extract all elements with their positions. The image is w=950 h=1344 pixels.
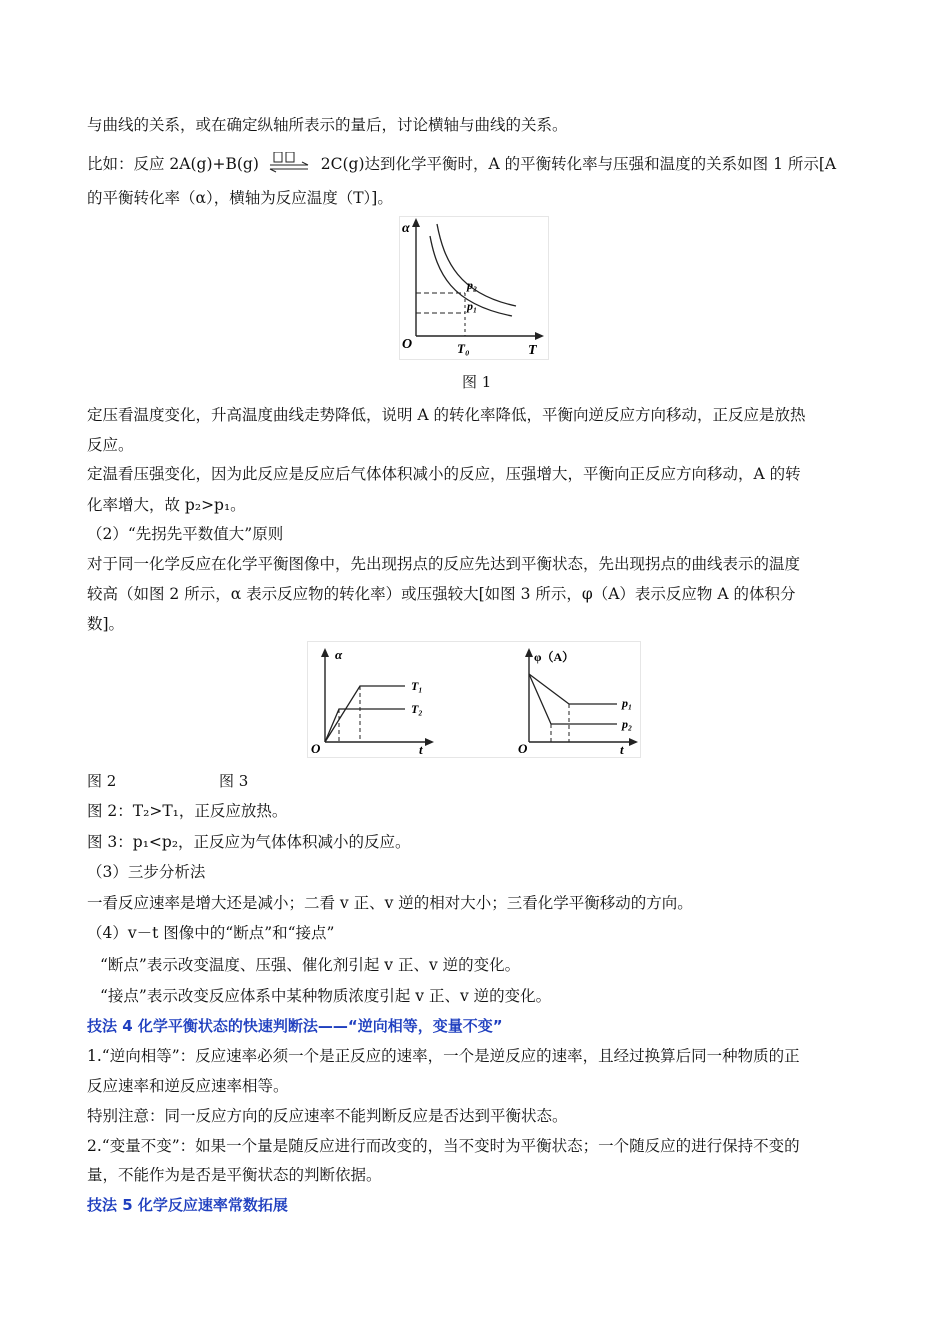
text-line: 图 2：T₂>T₁，正反应放热。 (87, 802, 288, 820)
figure-2-caption: 图 2 (87, 772, 117, 790)
text-line: 一看反应速率是增大还是减小；二看 v 正、v 逆的相对大小；三看化学平衡移动的方向。 (87, 894, 693, 912)
y-axis-arrow-icon (412, 218, 420, 227)
x-axis-arrow-icon (629, 738, 638, 746)
section-4-title: （4）v－t 图像中的“断点”和“接点” (87, 924, 335, 942)
text-line: 与曲线的关系，或在确定纵轴所表示的量后，讨论横轴与曲线的关系。 (87, 116, 568, 134)
fig1-curve2-label: p₁ (467, 299, 478, 313)
text-line: 量，不能作为是否是平衡状态的判断依据。 (87, 1166, 382, 1184)
x-axis-arrow-icon (425, 738, 434, 746)
reaction-left: 比如：反应 2A(g)+B(g) (87, 155, 259, 173)
fig1-curve1-label: p₂ (467, 278, 478, 292)
figure-2 (311, 647, 434, 757)
line-p2 (529, 674, 617, 724)
x-axis-arrow-icon (535, 332, 544, 340)
fig3-origin: O (518, 741, 528, 756)
curve-p2 (437, 224, 516, 306)
fig2-x-label: t (419, 742, 423, 757)
section-2-title: （2）“先拐先平数值大”原则 (87, 525, 284, 543)
section-3-title: （3）三步分析法 (87, 863, 206, 881)
text-line: 1.“逆向相等”：反应速率必须一个是正反应的速率，一个是逆反应的速率，且经过换算后同一种物质的正 (87, 1047, 800, 1065)
text-line: 特别注意：同一反应方向的反应速率不能判断反应是否达到平衡状态。 (87, 1107, 568, 1125)
fig2-line2-label: T₂ (411, 702, 423, 716)
line-T2 (325, 709, 405, 742)
heading-technique-5: 技法 5 化学反应速率常数拓展 (87, 1196, 288, 1214)
fig3-x-label: t (620, 742, 624, 757)
fig3-line1-label: p₁ (622, 696, 633, 710)
text-line: 图 3：p₁<p₂，正反应为气体体积减小的反应。 (87, 833, 411, 851)
fig3-line2-label: p₂ (622, 717, 633, 731)
y-axis-arrow-icon (525, 648, 533, 657)
fig2-line1-label: T₁ (411, 679, 423, 693)
heading-technique-4: 技法 4 化学平衡状态的快速判断法——“逆向相等，变量不变” (87, 1017, 503, 1035)
text-line: 定温看压强变化，因为此反应是反应后气体体积减小的反应，压强增大，平衡向正反应方向移动，A 的转 (87, 465, 801, 483)
fig3-y-label: φ（A） (534, 650, 575, 664)
line-p1 (529, 674, 617, 704)
fig1-origin: O (402, 337, 413, 352)
text-line: 反应速率和逆反应速率相等。 (87, 1077, 289, 1095)
fig1-y-label: α (402, 221, 410, 236)
text-line: 化率增大，故 p₂>p₁。 (87, 496, 246, 514)
figure-1 (399, 216, 549, 360)
figures-2-3 (307, 641, 641, 758)
equilibrium-arrow-icon (268, 152, 312, 174)
text-line: “断点”表示改变温度、压强、催化剂引起 v 正、v 逆的变化。 (100, 956, 521, 974)
text-line: 较高（如图 2 所示，α 表示反应物的转化率）或压强较大[如图 3 所示，φ（A）表示反应物 A 的体积分 (87, 585, 796, 603)
y-axis-arrow-icon (321, 648, 329, 657)
text-line: 定压看温度变化，升高温度曲线走势降低，说明 A 的转化率降低，平衡向逆反应方向移动，正反应是放热 (87, 406, 806, 424)
fig2-origin: O (311, 741, 321, 756)
fig2-y-label: α (335, 647, 343, 662)
figure-3-caption: 图 3 (219, 772, 249, 790)
text-line: 对于同一化学反应在化学平衡图像中，先出现拐点的反应先达到平衡状态，先出现拐点的曲线表示的温度 (87, 555, 801, 573)
text-line: 2.“变量不变”：如果一个量是随反应进行而改变的，当不变时为平衡状态；一个随反应的进行保持不变的 (87, 1137, 800, 1155)
figure-3 (518, 648, 638, 757)
figure-1-caption: 图 1 (462, 373, 492, 391)
reaction-right: 2C(g)达到化学平衡时，A 的平衡转化率与压强和温度的关系如图 1 所示[A (320, 155, 837, 173)
fig1-x-tick: T₀ (457, 341, 470, 356)
reaction-line (87, 152, 836, 175)
text-line: “接点”表示改变反应体系中某种物质浓度引起 v 正、v 逆的变化。 (100, 987, 552, 1005)
fig1-x-label: T (528, 343, 537, 358)
text-line: 反应。 (87, 436, 134, 454)
text-line: 数]。 (87, 615, 125, 633)
text-line: 的平衡转化率（α），横轴为反应温度（T）]。 (87, 189, 393, 207)
